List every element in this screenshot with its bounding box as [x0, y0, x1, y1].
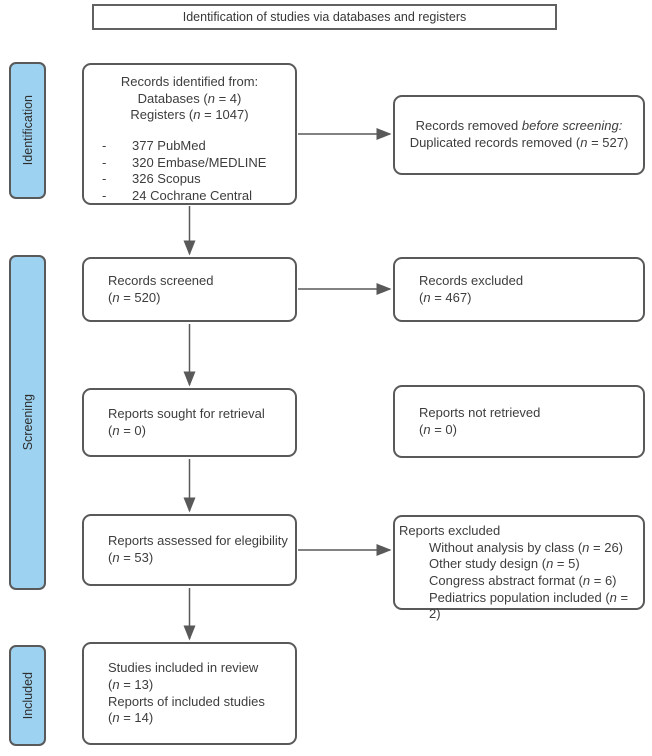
stage-screening	[9, 255, 46, 590]
box-records-screened	[82, 257, 297, 322]
source-item-pubmed	[84, 138, 295, 155]
records-removed-line: Records removed before screening:	[415, 118, 623, 134]
bullet-dash: -	[102, 171, 107, 187]
source-label: 24 Cochrane Central	[132, 187, 252, 203]
records-screened-line: Records screened	[108, 272, 214, 288]
records-screened-count: (n = 520)	[108, 289, 161, 305]
box-studies-included	[82, 642, 297, 745]
reports-not-retrieved-count: (n = 0)	[419, 421, 457, 437]
box-reports-not-retrieved	[393, 385, 645, 458]
records-excluded-count: (n = 467)	[419, 289, 472, 305]
stage-identification	[9, 62, 46, 199]
stage-included	[9, 645, 46, 746]
reports-assessed-line: Reports assessed for elegibility	[108, 533, 288, 549]
stage-identification-label: Identification	[20, 95, 35, 166]
duplicates-removed-count: Duplicated records removed (n = 527)	[409, 135, 629, 150]
bullet-dash: -	[102, 154, 107, 170]
source-label: 326 Scopus	[132, 171, 201, 187]
box-reports-excluded	[393, 515, 645, 622]
source-item-cochrane	[84, 188, 295, 205]
reports-sought-count: (n = 0)	[108, 422, 146, 438]
exclusion-reason: Congress abstract format (n = 6)	[429, 572, 617, 588]
registers-count: Registers (n = 1047)	[130, 107, 249, 123]
stage-included-label: Included	[20, 671, 35, 720]
records-identified-summary	[84, 74, 295, 124]
stage-screening-label: Screening	[20, 394, 35, 451]
source-item-embase	[84, 155, 295, 172]
box-reports-assessed	[82, 514, 297, 586]
reports-assessed-count: (n = 53)	[108, 550, 154, 565]
diagram-title: Identification of studies via databases and registers	[182, 10, 467, 24]
database-source-list	[84, 138, 295, 205]
studies-included-count: (n = 13)	[108, 676, 154, 692]
source-label: 377 PubMed	[132, 137, 206, 153]
exclusion-reason: Pediatrics population included (n = 2)	[429, 589, 629, 622]
box-reports-sought	[82, 388, 297, 457]
exclusion-reason: Without analysis by class (n = 26)	[429, 539, 624, 555]
reports-sought-line: Reports sought for retrieval	[108, 405, 265, 421]
box-records-removed	[393, 95, 645, 175]
diagram-title-banner	[92, 4, 557, 30]
reports-excluded-title: Reports excluded	[399, 523, 501, 538]
records-identified-line: Records identified from:	[120, 74, 259, 89]
exclusion-reason: Other study design (n = 5)	[429, 556, 580, 572]
box-records-identified	[82, 63, 297, 205]
studies-included-line: Studies included in review	[108, 660, 259, 676]
records-excluded-line: Records excluded	[419, 272, 524, 288]
source-label: 320 Embase/MEDLINE	[132, 154, 267, 170]
reports-included-line: Reports of included studies	[108, 693, 265, 709]
databases-count: Databases (n = 4)	[137, 90, 242, 106]
reports-included-count: (n = 14)	[108, 710, 154, 726]
box-records-excluded	[393, 257, 645, 322]
reports-not-retrieved-line: Reports not retrieved	[419, 404, 541, 420]
bullet-dash: -	[102, 137, 107, 153]
bullet-dash: -	[102, 187, 107, 203]
source-item-scopus	[84, 171, 295, 188]
